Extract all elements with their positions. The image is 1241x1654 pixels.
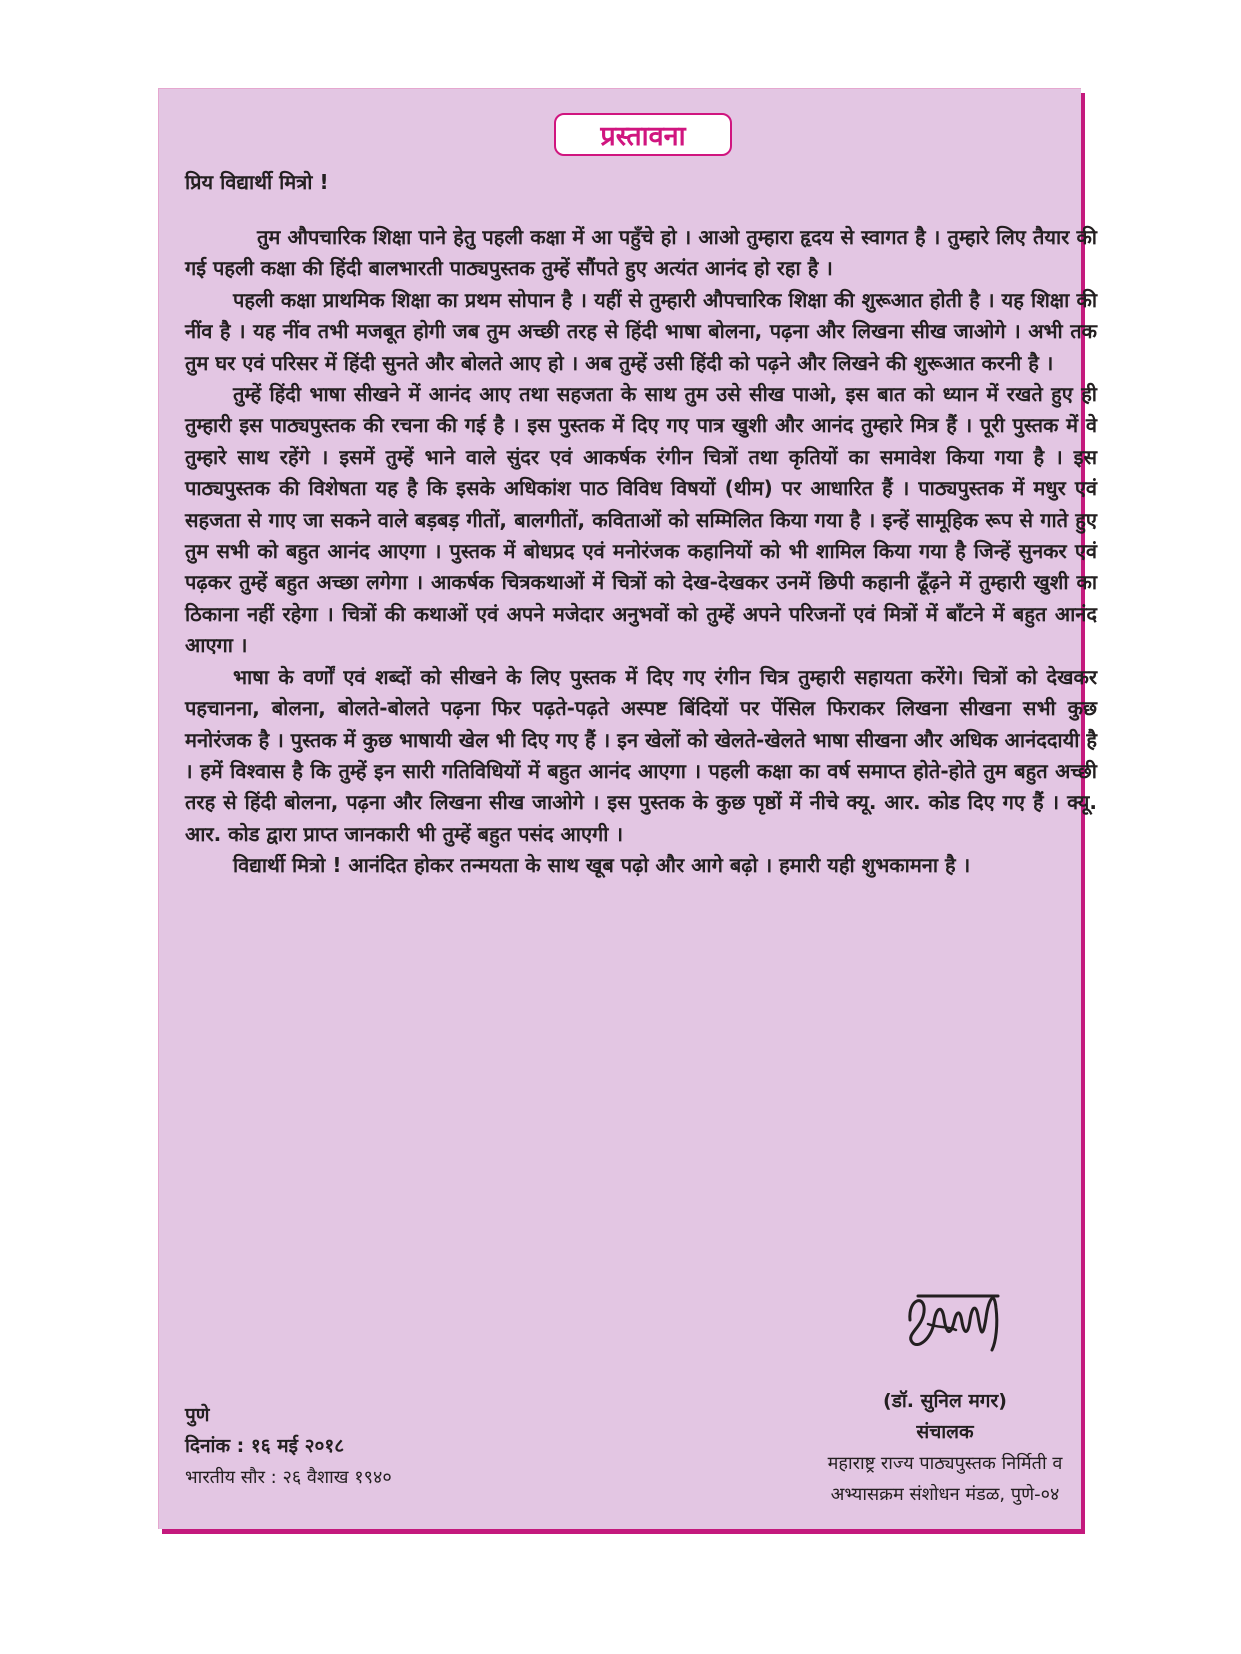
paragraph-1: तुम औपचारिक शिक्षा पाने हेतु पहली कक्षा में आ पहुँचे हो । आओ तुम्हारा हृदय से स्वागत है । तुम्हारे लिए तैयार की गई पहली कक्षा की हिंदी बालभारती पाठ्यपुस्तक तुम्हें सौंपते हुए अत्यंत आनंद हो रहा है । <box>185 225 1097 281</box>
signatory-block <box>790 1386 1100 1510</box>
signatory-name: (डॉ. सुनिल मगर) <box>883 1390 1007 1412</box>
place-date-block <box>185 1400 392 1493</box>
signatory-designation: संचालक <box>916 1421 974 1443</box>
preface-body <box>185 222 1097 882</box>
signature-mark <box>898 1278 1008 1354</box>
saka-date: भारतीय सौर : २६ वैशाख १९४० <box>185 1467 392 1488</box>
paragraph-2: पहली कक्षा प्राथमिक शिक्षा का प्रथम सोपान है । यहीं से तुम्हारी औपचारिक शिक्षा की शुरूआत होती है । यह शिक्षा की नींव है । यह नींव तभी मजबूत होगी जब तुम अच्छी तरह से हिंदी भाषा बोलना, पढ़ना और लिखना सीख जाओगे । अभी तक तुम घर एवं परिसर में हिंदी सुनते और बोलते आए हो । अब तुम्हें उसी हिंदी को पढ़ने और लिखने की शुरूआत करनी है । <box>185 287 1097 375</box>
paragraph-5: विद्यार्थी मित्रो ! आनंदित होकर तन्मयता के साथ खूब पढ़ो और आगे बढ़ो । हमारी यही शुभकामना है । <box>233 853 971 878</box>
greeting: प्रिय विद्यार्थी मित्रो ! <box>185 170 329 194</box>
signatory-org-line1: महाराष्ट्र राज्य पाठ्यपुस्तक निर्मिती व <box>827 1453 1063 1474</box>
date: दिनांक : १६ मई २०१८ <box>185 1435 345 1457</box>
page-title <box>554 113 732 156</box>
place: पुणे <box>185 1404 210 1426</box>
page-title-text: प्रस्तावना <box>600 121 686 152</box>
paragraph-4: भाषा के वर्णों एवं शब्दों को सीखने के लिए पुस्तक में दिए गए रंगीन चित्र तुम्हारी सहायता करेंगे। चित्रों को देखकर पहचानना, बोलना, बोलते-बोलते पढ़ना फिर पढ़ते-पढ़ते अस्पष्ट बिंदियों पर पेंसिल फिराकर लिखना सीखना सभी कुछ मनोरंजक है । पुस्तक में कुछ भाषायी खेल भी दिए गए हैं । इन खेलों को खेलते-खेलते भाषा सीखना और अधिक आनंददायी है । हमें विश्वास है कि तुम्हें इन सारी गतिविधियों में बहुत आनंद आएगा । पहली कक्षा का वर्ष समाप्त होते-होते तुम बहुत अच्छी तरह से हिंदी बोलना, पढ़ना और लिखना सीख जाओगे । इस पुस्तक के कुछ पृष्ठों में नीचे क्यू. आर. कोड दिए गए हैं । क्यू. आर. कोड द्वारा प्राप्त जानकारी भी तुम्हें बहुत पसंद आएगी । <box>185 664 1097 846</box>
signatory-org-line2: अभ्यासक्रम संशोधन मंडळ, पुणे-०४ <box>830 1484 1060 1505</box>
paragraph-3: तुम्हें हिंदी भाषा सीखने में आनंद आए तथा सहजता के साथ तुम उसे सीख पाओ, इस बात को ध्यान में रखते हुए ही तुम्हारी इस पाठ्यपुस्तक की रचना की गई है । इस पुस्तक में दिए गए पात्र खुशी और आनंद तुम्हारे मित्र हैं । पूरी पुस्तक में वे तुम्हारे साथ रहेंगे । इसमें तुम्हें भाने वाले सुंदर एवं आकर्षक रंगीन चित्रों तथा कृतियों का समावेश किया गया है । इस पाठ्यपुस्तक की विशेषता यह है कि इसके अधिकांश पाठ विविध विषयों (थीम) पर आधारित हैं । पाठ्यपुस्तक में मधुर एवं सहजता से गाए जा सकने वाले बड़बड़ गीतों, बालगीतों, कविताओं को सम्मिलित किया गया है । इन्हें सामूहिक रूप से गाते हुए तुम सभी को बहुत आनंद आएगा । पुस्तक में बोधप्रद एवं मनोरंजक कहानियों को भी शामिल किया गया है जिन्हें सुनकर एवं पढ़कर तुम्हें बहुत अच्छा लगेगा । आकर्षक चित्रकथाओं में चित्रों को देख-देखकर उनमें छिपी कहानी ढूँढ़ने में तुम्हारी खुशी का ठिकाना नहीं रहेगा । चित्रों की कथाओं एवं अपने मजेदार अनुभवों को तुम्हें अपने परिजनों एवं मित्रों में बाँटने में बहुत आनंद आएगा । <box>185 382 1097 658</box>
